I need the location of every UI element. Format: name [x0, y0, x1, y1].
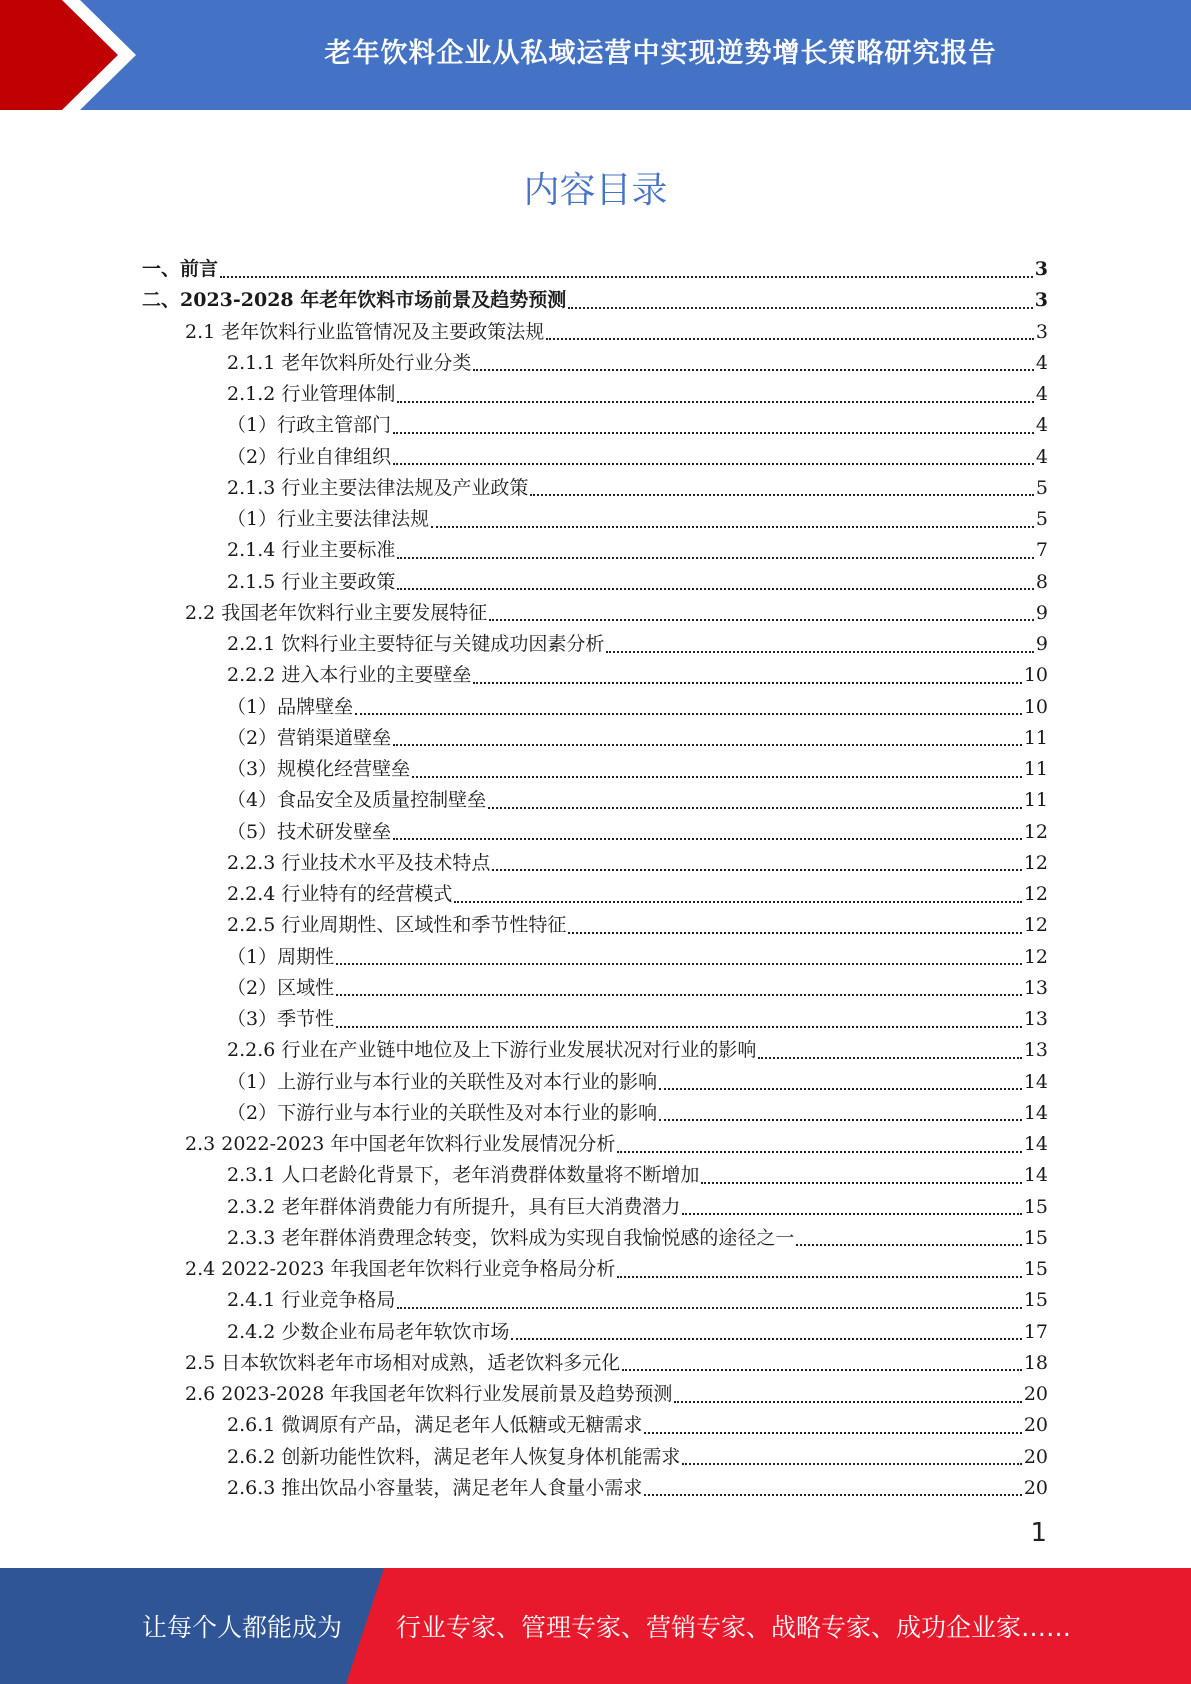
toc-leader-dots: [397, 1307, 1021, 1309]
toc-entry[interactable]: [142, 879, 1048, 910]
toc-entry[interactable]: [142, 848, 1048, 879]
toc-leader-dots: [546, 338, 1034, 340]
toc-entry-label: （2）营销渠道壁垒: [227, 726, 392, 749]
toc-leader-dots: [397, 588, 1034, 590]
toc-entry-label: （2）下游行业与本行业的关联性及对本行业的影响: [227, 1101, 658, 1124]
toc-entry-label: 2.1.5 行业主要政策: [227, 570, 396, 593]
toc-leader-dots: [511, 1338, 1021, 1340]
toc-entry[interactable]: [142, 535, 1048, 566]
toc-leader-dots: [393, 432, 1034, 434]
toc-entry-label: （2）行业自律组织: [227, 445, 392, 468]
toc-leader-dots: [336, 994, 1022, 996]
toc-entry[interactable]: [142, 1067, 1048, 1098]
toc-entry-page: 11: [1023, 726, 1048, 749]
toc-leader-dots: [530, 494, 1034, 496]
toc-entry-label: 2.2 我国老年饮料行业主要发展特征: [185, 601, 488, 624]
toc-entry[interactable]: [142, 567, 1048, 598]
toc-entry-label: 2.1.4 行业主要标准: [227, 539, 396, 562]
toc-leader-dots: [492, 869, 1021, 871]
toc-entry-label: 2.2.3 行业技术水平及技术特点: [227, 851, 491, 874]
toc-entry-label: （2）区域性: [227, 976, 335, 999]
toc-entry[interactable]: [142, 442, 1048, 473]
toc-entry-page: 10: [1023, 695, 1048, 718]
toc-entry-label: （1）上游行业与本行业的关联性及对本行业的影响: [227, 1070, 658, 1093]
toc-entry-label: 2.1.2 行业管理体制: [227, 383, 396, 405]
toc-entry-label: （1）品牌壁垒: [227, 695, 354, 718]
toc-leader-dots: [622, 1369, 1022, 1371]
header-band: [0, 0, 1191, 110]
toc-entry-label: 2.3 2022-2023 年中国老年饮料行业发展情况分析: [185, 1133, 616, 1155]
toc-entry[interactable]: [142, 973, 1048, 1004]
toc-entry[interactable]: [142, 473, 1048, 504]
toc-entry-page: 20: [1023, 1445, 1048, 1468]
toc-entry[interactable]: [142, 1098, 1048, 1129]
toc-entry[interactable]: [142, 1442, 1048, 1473]
toc-entry-label: 2.2.6 行业在产业链中地位及上下游行业发展状况对行业的影响: [227, 1039, 757, 1062]
toc-entry-page: 12: [1023, 851, 1048, 874]
toc-leader-dots: [659, 1119, 1022, 1121]
toc-entry-page: 4: [1035, 351, 1048, 374]
toc-entry-label: 2.1 老年饮料行业监管情况及主要政策法规: [185, 320, 545, 343]
toc-leader-dots: [644, 1494, 1021, 1496]
toc-entry[interactable]: [142, 723, 1048, 754]
toc-entry-label: （5）技术研发壁垒: [227, 820, 392, 843]
toc-entry-page: 12: [1023, 820, 1048, 843]
toc-entry-label: 2.6.1 微调原有产品，满足老年人低糖或无糖需求: [227, 1414, 643, 1437]
toc-entry[interactable]: [142, 348, 1048, 379]
toc-entry-page: 11: [1023, 758, 1048, 780]
toc-entry[interactable]: [142, 317, 1048, 348]
toc-leader-dots: [488, 807, 1022, 809]
toc-entry-label: 2.3.1 人口老龄化背景下，老年消费群体数量将不断增加: [227, 1164, 700, 1187]
toc-leader-dots: [412, 776, 1022, 778]
toc-entry[interactable]: [142, 1285, 1048, 1316]
toc-leader-dots: [682, 1213, 1021, 1215]
toc-entry-label: （1）周期性: [227, 945, 335, 968]
toc-entry[interactable]: [142, 785, 1048, 816]
toc-entry-page: 14: [1023, 1070, 1048, 1093]
toc-entry-label: 2.4 2022-2023 年我国老年饮料行业竞争格局分析: [185, 1258, 616, 1280]
toc-entry[interactable]: [142, 817, 1048, 848]
toc-entry[interactable]: [142, 285, 1048, 316]
toc-entry-page: 4: [1035, 383, 1048, 405]
toc-entry-page: 15: [1023, 1258, 1048, 1280]
toc-leader-dots: [397, 557, 1034, 559]
toc-entry-label: 2.3.3 老年群体消费理念转变，饮料成为实现自我愉悦感的途径之一: [227, 1226, 795, 1249]
toc-entry-label: （3）季节性: [227, 1008, 335, 1030]
toc-entry-label: 2.3.2 老年群体消费能力有所提升，具有巨大消费潜力: [227, 1195, 681, 1218]
toc-entry-page: 5: [1035, 508, 1048, 530]
toc-entry[interactable]: [142, 1348, 1048, 1379]
toc-entry[interactable]: [142, 1410, 1048, 1441]
toc-entry-label: 2.2.2 进入本行业的主要壁垒: [227, 664, 472, 687]
toc-entry[interactable]: [142, 598, 1048, 629]
toc-entry-page: 9: [1035, 633, 1048, 655]
toc-entry-label: 2.2.4 行业特有的经营模式: [227, 883, 453, 905]
toc-entry-label: 2.2.5 行业周期性、区域性和季节性特征: [227, 914, 567, 937]
toc-entry[interactable]: [142, 1473, 1048, 1504]
toc-entry[interactable]: [142, 1004, 1048, 1035]
toc-leader-dots: [336, 1026, 1022, 1028]
toc-entry[interactable]: [142, 660, 1048, 691]
toc-entry-page: 4: [1035, 445, 1048, 468]
header-chevron-icon: [0, 0, 150, 110]
toc-leader-dots: [617, 1276, 1021, 1278]
toc-entry[interactable]: [142, 1317, 1048, 1348]
toc-entry[interactable]: [142, 1223, 1048, 1254]
toc-entry[interactable]: [142, 629, 1048, 660]
toc-entry-page: 3: [1035, 320, 1048, 343]
toc-entry-label: 二、2023-2028 年老年饮料市场前景及趋势预测: [142, 289, 567, 312]
toc-entry-label: 2.6 2023-2028 年我国老年饮料行业发展前景及趋势预测: [185, 1383, 673, 1405]
toc-leader-dots: [220, 276, 1033, 278]
toc-entry[interactable]: [142, 1192, 1048, 1223]
toc-entry-label: （1）行业主要法律法规: [227, 508, 430, 530]
toc-entry[interactable]: [142, 379, 1048, 410]
toc-leader-dots: [336, 963, 1022, 965]
toc-entry[interactable]: [142, 1160, 1048, 1191]
toc-leader-dots: [355, 713, 1022, 715]
toc-entry-page: 13: [1023, 1008, 1048, 1030]
toc-entry-label: （4）食品安全及质量控制壁垒: [227, 789, 487, 812]
toc-entry-page: 14: [1023, 1164, 1048, 1187]
toc-leader-dots: [473, 369, 1034, 371]
toc-leader-dots: [701, 1182, 1021, 1184]
toc-entry-page: 10: [1023, 664, 1048, 687]
footer-slogan-right: 行业专家、管理专家、营销专家、战略专家、成功企业家……: [396, 1613, 1072, 1642]
toc-entry-label: 一、前言: [142, 258, 219, 280]
toc-leader-dots: [473, 682, 1021, 684]
toc-entry-page: 15: [1023, 1195, 1048, 1218]
toc-entry-page: 20: [1023, 1476, 1048, 1499]
toc-entry-page: 11: [1023, 789, 1048, 812]
toc-entry-label: 2.6.3 推出饮品小容量装，满足老年人食量小需求: [227, 1476, 643, 1499]
toc-entry-label: 2.1.1 老年饮料所处行业分类: [227, 351, 472, 374]
toc-entry-label: 2.4.1 行业竞争格局: [227, 1289, 396, 1312]
report-title: 老年饮料企业从私域运营中实现逆势增长策略研究报告: [324, 37, 997, 69]
toc-title: 内容目录: [523, 170, 668, 211]
toc-entry-page: 12: [1023, 945, 1048, 968]
toc-leader-dots: [682, 1463, 1021, 1465]
toc-entry-page: 13: [1023, 976, 1048, 999]
toc-leader-dots: [568, 932, 1021, 934]
toc-leader-dots: [674, 1401, 1021, 1403]
toc-entry-page: 20: [1023, 1414, 1048, 1437]
toc-entry-page: 12: [1023, 914, 1048, 937]
toc-leader-dots: [758, 1057, 1021, 1059]
toc-entry-label: 2.6.2 创新功能性饮料，满足老年人恢复身体机能需求: [227, 1445, 681, 1468]
toc-entry-page: 20: [1023, 1383, 1048, 1405]
toc-entry-label: 2.4.2 少数企业布局老年软饮市场: [227, 1320, 510, 1343]
toc-entry-label: 2.1.3 行业主要法律法规及产业政策: [227, 476, 529, 499]
toc-leader-dots: [393, 838, 1022, 840]
toc-entry-page: 15: [1023, 1289, 1048, 1312]
toc-entry-label: 2.2.1 饮料行业主要特征与关键成功因素分析: [227, 633, 605, 655]
toc-entry-page: 13: [1023, 1039, 1048, 1062]
toc-entry-page: 3: [1034, 289, 1048, 312]
toc-leader-dots: [606, 651, 1034, 653]
toc-entry-page: 5: [1035, 476, 1048, 499]
toc-leader-dots: [617, 1151, 1021, 1153]
toc-entry-label: （1）行政主管部门: [227, 414, 392, 437]
toc-entry[interactable]: [142, 1254, 1048, 1285]
toc-entry[interactable]: [142, 942, 1048, 973]
toc-leader-dots: [644, 1432, 1021, 1434]
toc-leader-dots: [431, 526, 1034, 528]
toc-entry-page: 9: [1035, 601, 1048, 624]
page-number: 1: [1030, 1518, 1047, 1548]
toc-entry[interactable]: [142, 1129, 1048, 1160]
toc-entry-page: 14: [1023, 1101, 1048, 1124]
toc-entry-label: （3）规模化经营壁垒: [227, 758, 411, 780]
toc-leader-dots: [659, 1088, 1022, 1090]
footer-band: [0, 1568, 1191, 1684]
toc-entry[interactable]: [142, 692, 1048, 723]
toc-entry-page: 3: [1034, 258, 1048, 280]
toc-leader-dots: [796, 1244, 1021, 1246]
toc-entry[interactable]: [142, 754, 1048, 785]
toc-entry-page: 8: [1035, 570, 1048, 593]
toc-leader-dots: [454, 901, 1021, 903]
toc-entry[interactable]: [142, 1379, 1048, 1410]
toc-leader-dots: [568, 307, 1033, 309]
toc-entry-page: 15: [1023, 1226, 1048, 1249]
toc-entry[interactable]: [142, 910, 1048, 941]
toc-leader-dots: [393, 463, 1034, 465]
toc-entry-page: 14: [1023, 1133, 1048, 1155]
table-of-contents: [142, 254, 1048, 1504]
toc-entry[interactable]: [142, 1035, 1048, 1066]
toc-entry[interactable]: [142, 254, 1048, 285]
toc-entry-label: 2.5 日本软饮料老年市场相对成熟，适老饮料多元化: [185, 1351, 621, 1374]
toc-entry-page: 18: [1023, 1351, 1048, 1374]
toc-entry-page: 4: [1035, 414, 1048, 437]
toc-entry-page: 12: [1023, 883, 1048, 905]
toc-entry[interactable]: [142, 410, 1048, 441]
footer-slogan-left: 让每个人都能成为: [142, 1613, 343, 1642]
toc-leader-dots: [393, 744, 1022, 746]
toc-leader-dots: [489, 619, 1034, 621]
toc-entry[interactable]: [142, 504, 1048, 535]
toc-leader-dots: [397, 401, 1034, 403]
toc-entry-page: 7: [1035, 539, 1048, 562]
toc-entry-page: 17: [1023, 1320, 1048, 1343]
